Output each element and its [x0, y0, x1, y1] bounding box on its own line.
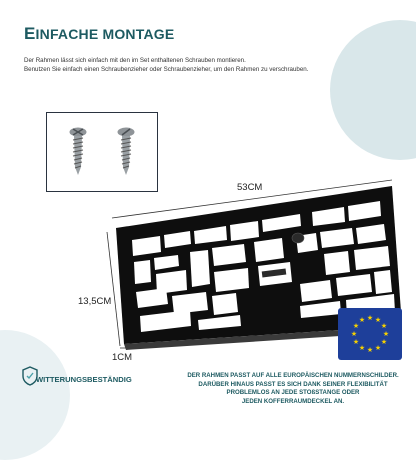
weather-resistant-label: WITTERUNGSBESTÄNDIG — [36, 375, 132, 384]
eu-flag-icon — [338, 308, 402, 360]
svg-text:★: ★ — [366, 314, 374, 322]
compatibility-info — [178, 372, 408, 406]
dimension-width-label: 53CM — [237, 182, 263, 193]
title-rest: INFACHE MONTAGE — [35, 26, 175, 42]
info-line-4: JEDEN KOFFERRAUMDECKEL AN. — [241, 397, 345, 405]
description-line-1: Der Rahmen lässt sich einfach mit den im Set enthaltenen Schrauben montieren. — [24, 57, 246, 64]
info-line-3: PROBLEMLOS AN JEDE STOßSTANGE ODER — [226, 389, 360, 397]
svg-text:★: ★ — [382, 330, 390, 338]
svg-text:★: ★ — [374, 316, 382, 324]
eu-stars — [338, 308, 402, 360]
svg-text:★: ★ — [374, 344, 382, 352]
svg-text:★: ★ — [350, 330, 358, 338]
dimension-depth-label: 1CM — [112, 352, 133, 363]
title-first-letter: E — [24, 24, 36, 43]
svg-text:★: ★ — [380, 338, 388, 346]
svg-text:★: ★ — [352, 338, 360, 346]
svg-text:★: ★ — [358, 344, 366, 352]
svg-text:★: ★ — [380, 322, 388, 330]
description-line-2: Benutzen Sie einfach einen Schraubenzieher oder Schraubenzieher, um den Rahmen zu verschrauben. — [24, 66, 309, 73]
svg-text:★: ★ — [366, 346, 374, 354]
info-line-2: DARÜBER HINAUS PASST ES SICH DANK SEINER FLEXIBILITÄT — [198, 380, 388, 388]
info-line-1: DER RAHMEN PASST AUF ALLE EUROPÄISCHEN NUMMERNSCHILDER. — [187, 372, 399, 379]
dimension-height-label: 13,5CM — [78, 296, 112, 307]
svg-text:★: ★ — [352, 322, 360, 330]
svg-text:★: ★ — [358, 316, 366, 324]
frame-logo-emblem — [292, 233, 304, 243]
